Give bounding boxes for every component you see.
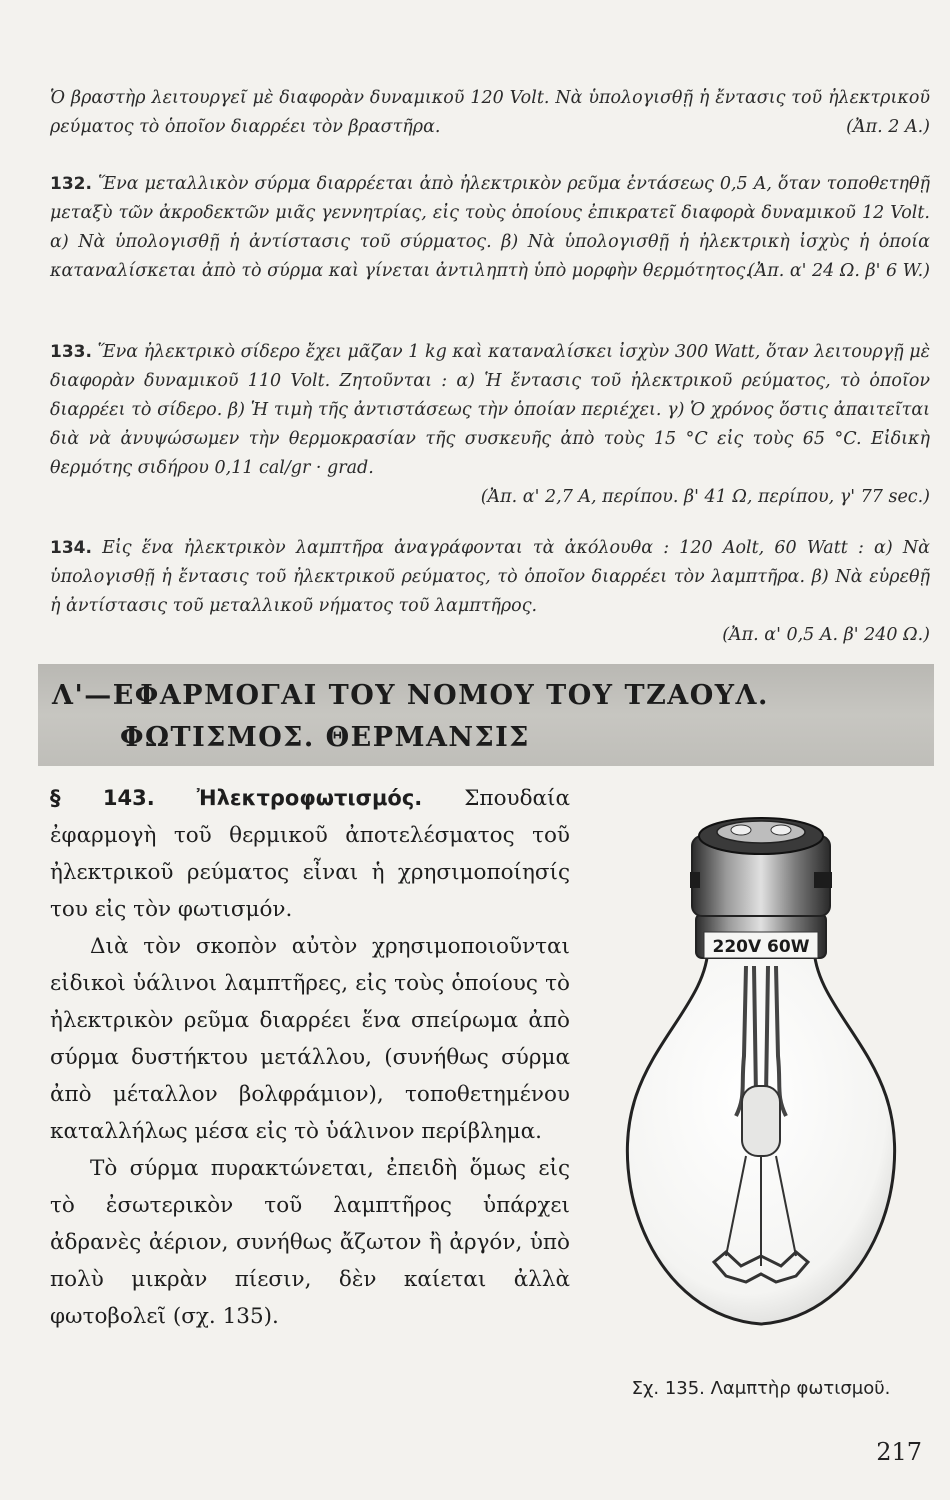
- figure-caption: Σχ. 135. Λαμπτὴρ φωτισμοῦ.: [631, 1378, 891, 1399]
- problem-134-number: 134.: [50, 538, 92, 558]
- section-paragraph-1: Σπουδαία ἐφαρμογὴ τοῦ θερμικοῦ ἀποτελέσματος τοῦ ἠλεκτρικοῦ ρεύματος εἶναι ἡ χρησιμοποίησίς του εἰς τὸν φωτισμόν.: [50, 786, 570, 922]
- problem-132-answer: (Ἀπ. α' 24 Ω. β' 6 W.): [747, 261, 930, 281]
- problem-132: [50, 170, 930, 286]
- problem-134: [50, 534, 930, 650]
- chapter-title-line2: ΦΩΤΙΣΜΟΣ. ΘΕΡΜΑΝΣΙΣ: [120, 722, 530, 753]
- section-number: § 143.: [50, 786, 155, 810]
- section-paragraph-3: Τὸ σύρμα πυρακτώνεται, ἐπειδὴ ὅμως εἰς τὸ ἐσωτερικὸν τοῦ λαμπτῆρος ὑπάρχει ἀδρανὲς ἀέριον, συνήθως ἄζωτον ἢ ἀργόν, ὑπὸ πολὺ μικρὰν πίεσιν, δὲν καίεται ἀλλὰ φωτοβολεῖ (σχ. 135).: [50, 1156, 570, 1329]
- problem-132-text: Ἕνα μεταλλικὸν σύρμα διαρρέεται ἀπὸ ἠλεκτρικὸν ρεῦμα ἐντάσεως 0,5 A, ὅταν τοποθετηθῇ μεταξὺ τῶν ἀκροδεκτῶν μιᾶς γεννητρίας, εἰς τοὺς ὁποίους ἐπικρατεῖ διαφορὰ δυναμικοῦ 12 Volt. α) Νὰ ὑπολογισθῇ ἡ ἀντίστασις τοῦ σύρματος. β) Νὰ ὑπολογισθῇ ἡ ἠλεκτρικὴ ἰσχὺς ἡ ὁποία καταναλίσκεται ἀπὸ τὸ σύρμα καὶ γίνεται ἀντιληπτὴ ὑπὸ μορφὴν θερμότητος.: [50, 174, 930, 281]
- problem-133-text: Ἕνα ἠλεκτρικὸ σίδερο ἔχει μᾶζαν 1 kg καὶ καταναλίσκει ἰσχὺν 300 Watt, ὅταν λειτουργῇ μὲ διαφορὰν δυναμικοῦ 110 Volt. Ζητοῦνται : α) Ἡ ἔντασις τοῦ ἠλεκτρικοῦ ρεύματος, τὸ ὁποῖον διαρρέει τὸ σίδερο. β) Ἡ τιμὴ τῆς ἀντιστάσεως τὴν ὁποίαν περιέχει. γ) Ὁ χρόνος ὅστις ἀπαιτεῖται διὰ νὰ ἀνυψώσωμεν τὴν θερμοκρασίαν τῆς συσκευῆς ἀπὸ τοὺς 15 °C εἰς τοὺς 65 °C. Εἰδικὴ θερμότης σιδήρου 0,11 cal/gr · grad.: [50, 342, 930, 478]
- problem-133-number: 133.: [50, 342, 92, 362]
- problem-132-number: 132.: [50, 174, 92, 194]
- section-143: [50, 780, 570, 1335]
- problem-131-answer: (Ἀπ. 2 A.): [846, 117, 930, 137]
- problem-131: [50, 84, 930, 142]
- problem-133-answer: (Ἀπ. α' 2,7 A, περίπου. β' 41 Ω, περίπου, γ' 77 sec.): [480, 487, 930, 507]
- bulb-label: 220V 60W: [712, 937, 810, 957]
- section-title: Ἠλεκτροφωτισμός.: [196, 786, 423, 810]
- chapter-title-line1: Λ'—ΕΦΑΡΜΟΓΑΙ ΤΟΥ ΝΟΜΟΥ ΤΟΥ ΤΖΑΟΥΛ.: [52, 680, 769, 711]
- figure-lamp: [596, 796, 926, 1356]
- section-paragraph-2: Διὰ τὸν σκοπὸν αὐτὸν χρησιμοποιοῦνται εἰδικοὶ ὑάλινοι λαμπτῆρες, εἰς τοὺς ὁποίους τὸ ἠλεκτρικὸν ρεῦμα διαρρέει ἕνα σπείρωμα ἀπὸ σύρμα δυστήκτου μετάλλου, (συνήθως σύρμα ἀπὸ μέταλλον βολφράμιον), τοποθετημένου καταλλήλως μέσα εἰς τὸ ὑάλινον περίβλημα.: [50, 934, 570, 1144]
- problem-131-text: Ὁ βραστὴρ λειτουργεῖ μὲ διαφορὰν δυναμικοῦ 120 Volt. Νὰ ὑπολογισθῇ ἡ ἔντασις τοῦ ἠλεκτρικοῦ ρεύματος τὸ ὁποῖον διαρρέει τὸν βραστῆρα.: [50, 88, 930, 137]
- problem-133: [50, 338, 930, 512]
- lamp-illustration: [596, 796, 926, 1356]
- problem-134-answer: (Ἀπ. α' 0,5 A. β' 240 Ω.): [722, 625, 930, 645]
- page-number: 217: [876, 1438, 922, 1466]
- problem-134-text: Εἰς ἕνα ἠλεκτρικὸν λαμπτῆρα ἀναγράφονται τὰ ἀκόλουθα : 120 Aolt, 60 Watt : α) Νὰ ὑπολογισθῇ ἡ ἔντασις τοῦ ἠλεκτρικοῦ ρεύματος, τὸ ὁποῖον διαρρέει τὸν λαμπτῆρα. β) Νὰ εὑρεθῇ ἡ ἀντίστασις τοῦ μεταλλικοῦ νήματος τοῦ λαμπτῆρος.: [50, 538, 930, 616]
